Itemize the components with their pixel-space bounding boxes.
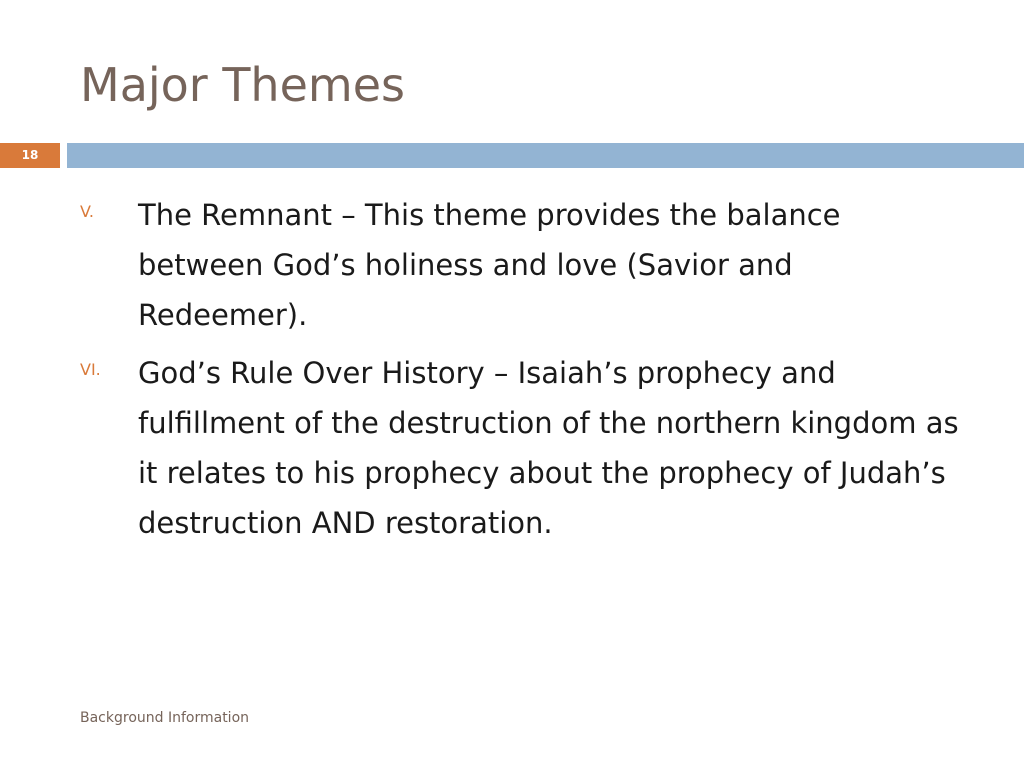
footer-text: Background Information bbox=[80, 710, 250, 726]
slide-number-badge: 18 bbox=[0, 143, 60, 168]
title-divider-bar bbox=[67, 143, 1024, 168]
slide-title: Major Themes bbox=[80, 58, 405, 112]
list-marker: V. bbox=[80, 202, 94, 221]
bullet-list bbox=[80, 190, 960, 556]
list-item-text: God’s Rule Over History – Isaiah’s prophecy and fulfillment of the destruction of the northern kingdom as it relates to his prophecy about the prophecy of Judah’s destruction AND restoration. bbox=[138, 356, 959, 540]
list-item-text: The Remnant – This theme provides the balance between God’s holiness and love (Savior and Redeemer). bbox=[138, 198, 841, 332]
list-item bbox=[80, 190, 960, 340]
list-marker: VI. bbox=[80, 360, 101, 379]
list-item bbox=[80, 348, 960, 548]
